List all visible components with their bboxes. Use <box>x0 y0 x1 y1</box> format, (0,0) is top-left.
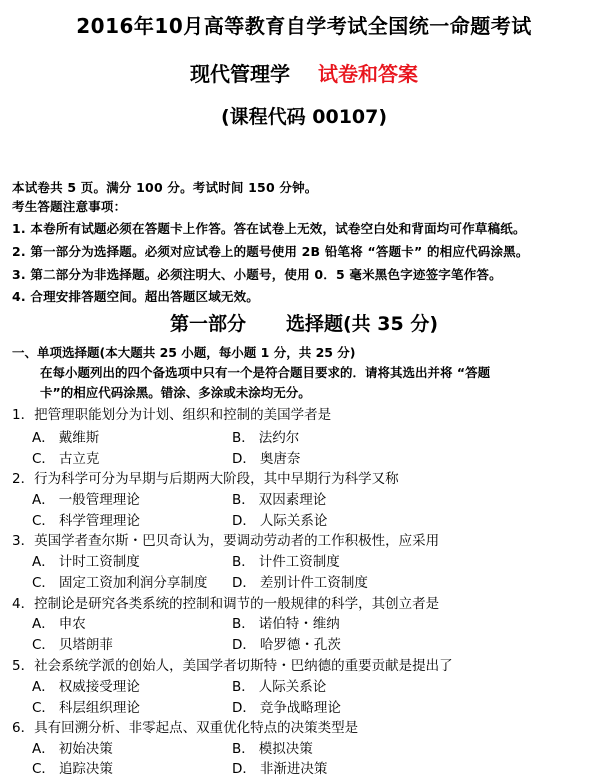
course-line <box>0 58 608 87</box>
notice-line: 3. 第二部分为非选择题。必须注明大、小题号，使用 0．5 毫米黑色字迹签字笔作答。 <box>12 267 502 282</box>
notice-line: 4. 合理安排答题空间。超出答题区域无效。 <box>12 289 259 304</box>
option-c: C． 追踪决策 <box>32 761 113 777</box>
section-instruction: 卡”的相应代码涂黑。错涂、多涂或未涂均无分。 <box>40 385 311 400</box>
option-c: C． 固定工资加利润分享制度 <box>32 575 208 591</box>
question-stem: 2．行为科学可分为早期与后期两大阶段，其中早期行为科学又称 <box>12 471 399 487</box>
notice-line: 2. 第一部分为选择题。必须对应试卷上的题号使用 2B 铅笔将 “答题卡” 的相应代码涂黑。 <box>12 244 529 259</box>
section-heading: 一、单项选择题(本大题共 25 小题，每小题 1 分，共 25 分) <box>12 345 356 360</box>
option-a: A． 计时工资制度 <box>32 554 140 570</box>
option-d: D． 哈罗德・孔茨 <box>232 637 341 653</box>
option-d: D． 人际关系论 <box>232 513 328 529</box>
option-b: B． 模拟决策 <box>232 741 313 757</box>
option-a: A． 一般管理理论 <box>32 492 140 508</box>
option-d: D． 差别计件工资制度 <box>232 575 368 591</box>
question-stem: 4．控制论是研究各类系统的控制和调节的一般规律的科学，其创立者是 <box>12 596 440 612</box>
question-stem: 5．社会系统学派的创始人，美国学者切斯特・巴纳德的重要贡献是提出了 <box>12 658 453 674</box>
course-code: (课程代码 00107) <box>220 106 388 128</box>
notice-line: 1. 本卷所有试题必须在答题卡上作答。答在试卷上无效，试卷空白处和背面均可作草稿纸。 <box>12 221 526 236</box>
option-d: D． 非渐进决策 <box>232 761 328 777</box>
option-d: D． 竞争战略理论 <box>232 700 341 716</box>
course-name: 现代管理学 <box>190 62 290 86</box>
part-heading: 选择题(共 35 分) <box>285 313 439 335</box>
notice-line: 考生答题注意事项： <box>12 199 127 214</box>
part-label: 第一部分 <box>169 313 246 335</box>
option-b: B． 人际关系论 <box>232 679 327 695</box>
option-a: A． 初始决策 <box>32 741 113 757</box>
question-stem: 1．把管理职能划分为计划、组织和控制的美国学者是 <box>12 407 332 423</box>
option-d: D． 奥唐奈 <box>232 451 301 467</box>
option-a: A． 申农 <box>32 616 86 632</box>
option-c: C． 古立克 <box>32 451 100 467</box>
option-c: C． 贝塔朗菲 <box>32 637 113 653</box>
paper-type: 试卷和答案 <box>318 62 418 86</box>
exam-title: 2016年10月高等教育自学考试全国统一命题考试 <box>76 14 532 38</box>
question-stem: 6．具有回溯分析、非零起点、双重优化特点的决策类型是 <box>12 720 359 736</box>
option-b: B． 法约尔 <box>232 430 300 446</box>
option-c: C． 科学管理理论 <box>32 513 140 529</box>
section-instruction: 在每小题列出的四个备选项中只有一个是符合题目要求的．请将其选出并将 “答题 <box>40 365 491 380</box>
part-title <box>0 309 608 336</box>
option-b: B． 计件工资制度 <box>232 554 340 570</box>
notice-line: 本试卷共 5 页。满分 100 分。考试时间 150 分钟。 <box>12 180 318 195</box>
option-b: B． 诺伯特・维纳 <box>232 616 340 632</box>
option-a: A． 戴维斯 <box>32 430 100 446</box>
option-a: A． 权威接受理论 <box>32 679 140 695</box>
option-c: C． 科层组织理论 <box>32 700 140 716</box>
option-b: B． 双因素理论 <box>232 492 327 508</box>
question-stem: 3．英国学者查尔斯・巴贝奇认为，要调动劳动者的工作积极性，应采用 <box>12 533 440 549</box>
